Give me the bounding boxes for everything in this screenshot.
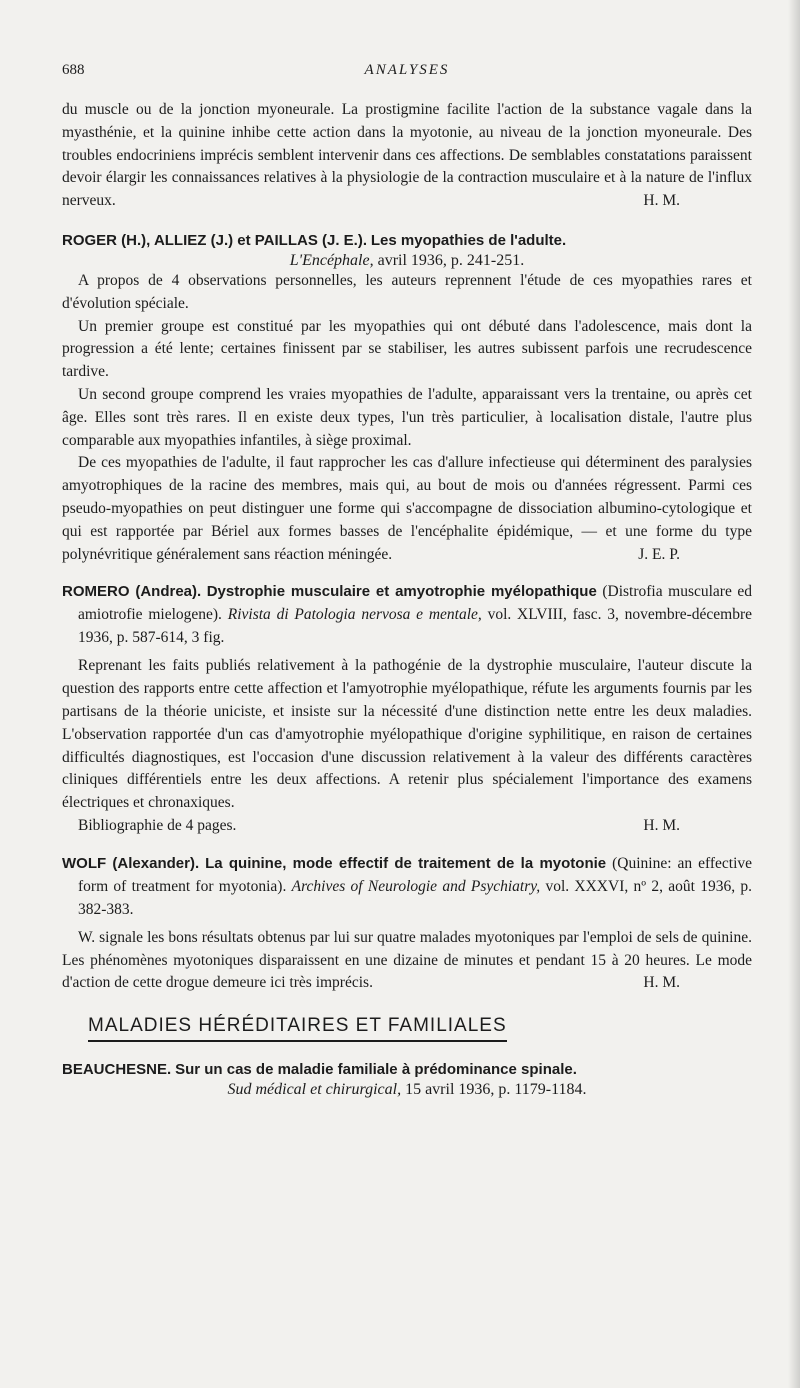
original-title: (Quinine: an effective form of treatment for myotonia). <box>78 854 753 895</box>
article-title: Sur un cas de maladie familiale à prédominance spinale. <box>175 1061 577 1079</box>
entry-authors: WOLF (Alexander). <box>62 854 200 872</box>
paragraph-text: Bibliographie de 4 pages. <box>78 816 237 834</box>
entry-title <box>62 1058 752 1081</box>
review-paragraph: Un premier groupe est constitué par les myopathies qui ont débuté dans l'adolescence, mais dont la progression a été lente; certaines finissent par se stabiliser, les autres subissent parfois une recrudescence tardive. <box>62 317 752 381</box>
continued-paragraph <box>62 99 752 213</box>
entry-authors: ROGER (H.), ALLIEZ (J.) et PAILLAS (J. E.). <box>62 231 368 249</box>
entry-title <box>62 852 752 921</box>
review-paragraph: Reprenant les faits publiés relativement à la pathogénie de la dystrophie musculaire, l'auteur discute la question des rapports entre cette affection et l'amyotrophie myélopathique, réfute les arguments fournis par les partisans de la théorie uniciste, et insiste sur la nécessité d'une distinction nette entre les deux maladies. L'observation rapportée d'un cas d'amyotrophie myélopathique d'origine syphilitique, en raison de certaines difficultés diagnostiques, est l'occasion d'une discussion relativement à la valeur des différents caractères cliniques différentiels entre les deux affections. A retenir plus spécialement l'importance des examens électriques et chronaxiques. <box>62 657 752 812</box>
journal-name: Archives of Neurologie and Psychiatry, <box>291 877 541 895</box>
citation: 15 avril 1936, p. 1179-1184. <box>405 1081 587 1099</box>
signature: H. M. <box>643 816 680 834</box>
entry-source <box>62 252 752 270</box>
page-number: 688 <box>62 62 85 78</box>
review-paragraph: Un second groupe comprend les vraies myopathies de l'adulte, apparaissant vers la trentaine, ou après cet âge. Elles sont très rares. Il en existe deux types, l'un très particulier, à localisation distale, l'autre plus comparable aux myopathies infantiles, à siège proximal. <box>62 385 752 449</box>
journal-name: Sud médical et chirurgical, <box>227 1081 402 1099</box>
review-entry-romero <box>62 580 752 837</box>
entry-authors: ROMERO (Andrea). <box>62 583 202 601</box>
review-paragraph <box>62 815 752 838</box>
entry-authors: BEAUCHESNE. <box>62 1061 172 1079</box>
review-paragraph <box>62 927 752 995</box>
journal-name: Rivista di Patologia nervosa e mentale, <box>227 606 482 624</box>
citation: vol. XXXVI, nº 2, août 1936, p. 382-383. <box>78 877 752 918</box>
journal-name: L'Encéphale, <box>289 251 374 269</box>
signature: H. M. <box>643 192 680 210</box>
original-title: (Distrofia musculare ed amiotrofie mielogene). <box>78 583 753 624</box>
running-header <box>62 62 752 86</box>
article-title: La quinine, mode effectif de traitement de la myotonie <box>205 854 607 872</box>
review-entry-wolf <box>62 852 752 995</box>
section-title: MALADIES HÉRÉDITAIRES ET FAMILIALES <box>88 1015 507 1042</box>
text-column <box>62 99 752 1099</box>
review-entry-roger <box>62 229 752 566</box>
signature: H. M. <box>643 974 680 992</box>
entry-title <box>62 580 752 649</box>
entry-source <box>62 1081 752 1099</box>
section-heading <box>62 1015 752 1042</box>
review-paragraph: A propos de 4 observations personnelles, les auteurs reprennent l'étude de ces myopathies rares et d'évolution spéciale. <box>62 271 752 312</box>
running-title: ANALYSES <box>364 62 450 78</box>
page-edge-shadow <box>788 0 800 1388</box>
citation: avril 1936, p. 241-251. <box>377 251 525 269</box>
entry-title <box>62 229 752 252</box>
signature: J. E. P. <box>638 545 680 563</box>
review-entry-beauchesne <box>62 1058 752 1099</box>
article-title: Les myopathies de l'adulte. <box>370 231 567 249</box>
review-paragraph <box>62 452 752 566</box>
paragraph-text: W. signale les bons résultats obtenus par lui sur quatre malades myotoniques par l'emploi de sels de quinine. Les phénomènes myotoniques disparaissent en une dizaine de minutes et pendant 15 à 20 heures. Le mode d'action de cette drogue demeure ici très imprécis. <box>62 928 752 992</box>
paragraph-text: De ces myopathies de l'adulte, il faut rapprocher les cas d'allure infectieuse qui déterminent des paralysies amyotrophiques de la racine des membres, mais qui, au bout de mois ou d'années régressent. Parmi ces pseudo-myopathies on peut distinguer une forme qui s'accompagne de dissociation albumino-cytologique et qui est rapportée par Bériel aux formes basses de l'encéphalite épidémique, — et une forme du type polynévritique généralement sans réaction méningée. <box>62 454 752 563</box>
article-title: Dystrophie musculaire et amyotrophie myélopathique <box>206 583 597 601</box>
citation: vol. XLVIII, fasc. 3, novembre-décembre 1936, p. 587-614, 3 fig. <box>78 606 753 647</box>
paragraph-text: du muscle ou de la jonction myoneurale. La prostigmine facilite l'action de la substance vagale dans la myasthénie, et la quinine inhibe cette action dans la myotonie, au niveau de la jonction myoneurale. Des troubles endocriniens imprécis semblent intervenir dans ces affections. De semblables constatations paraissent devoir élargir les connaissances relatives à la physiologie de la contraction musculaire et à la nature de l'influx nerveux. <box>62 101 752 210</box>
